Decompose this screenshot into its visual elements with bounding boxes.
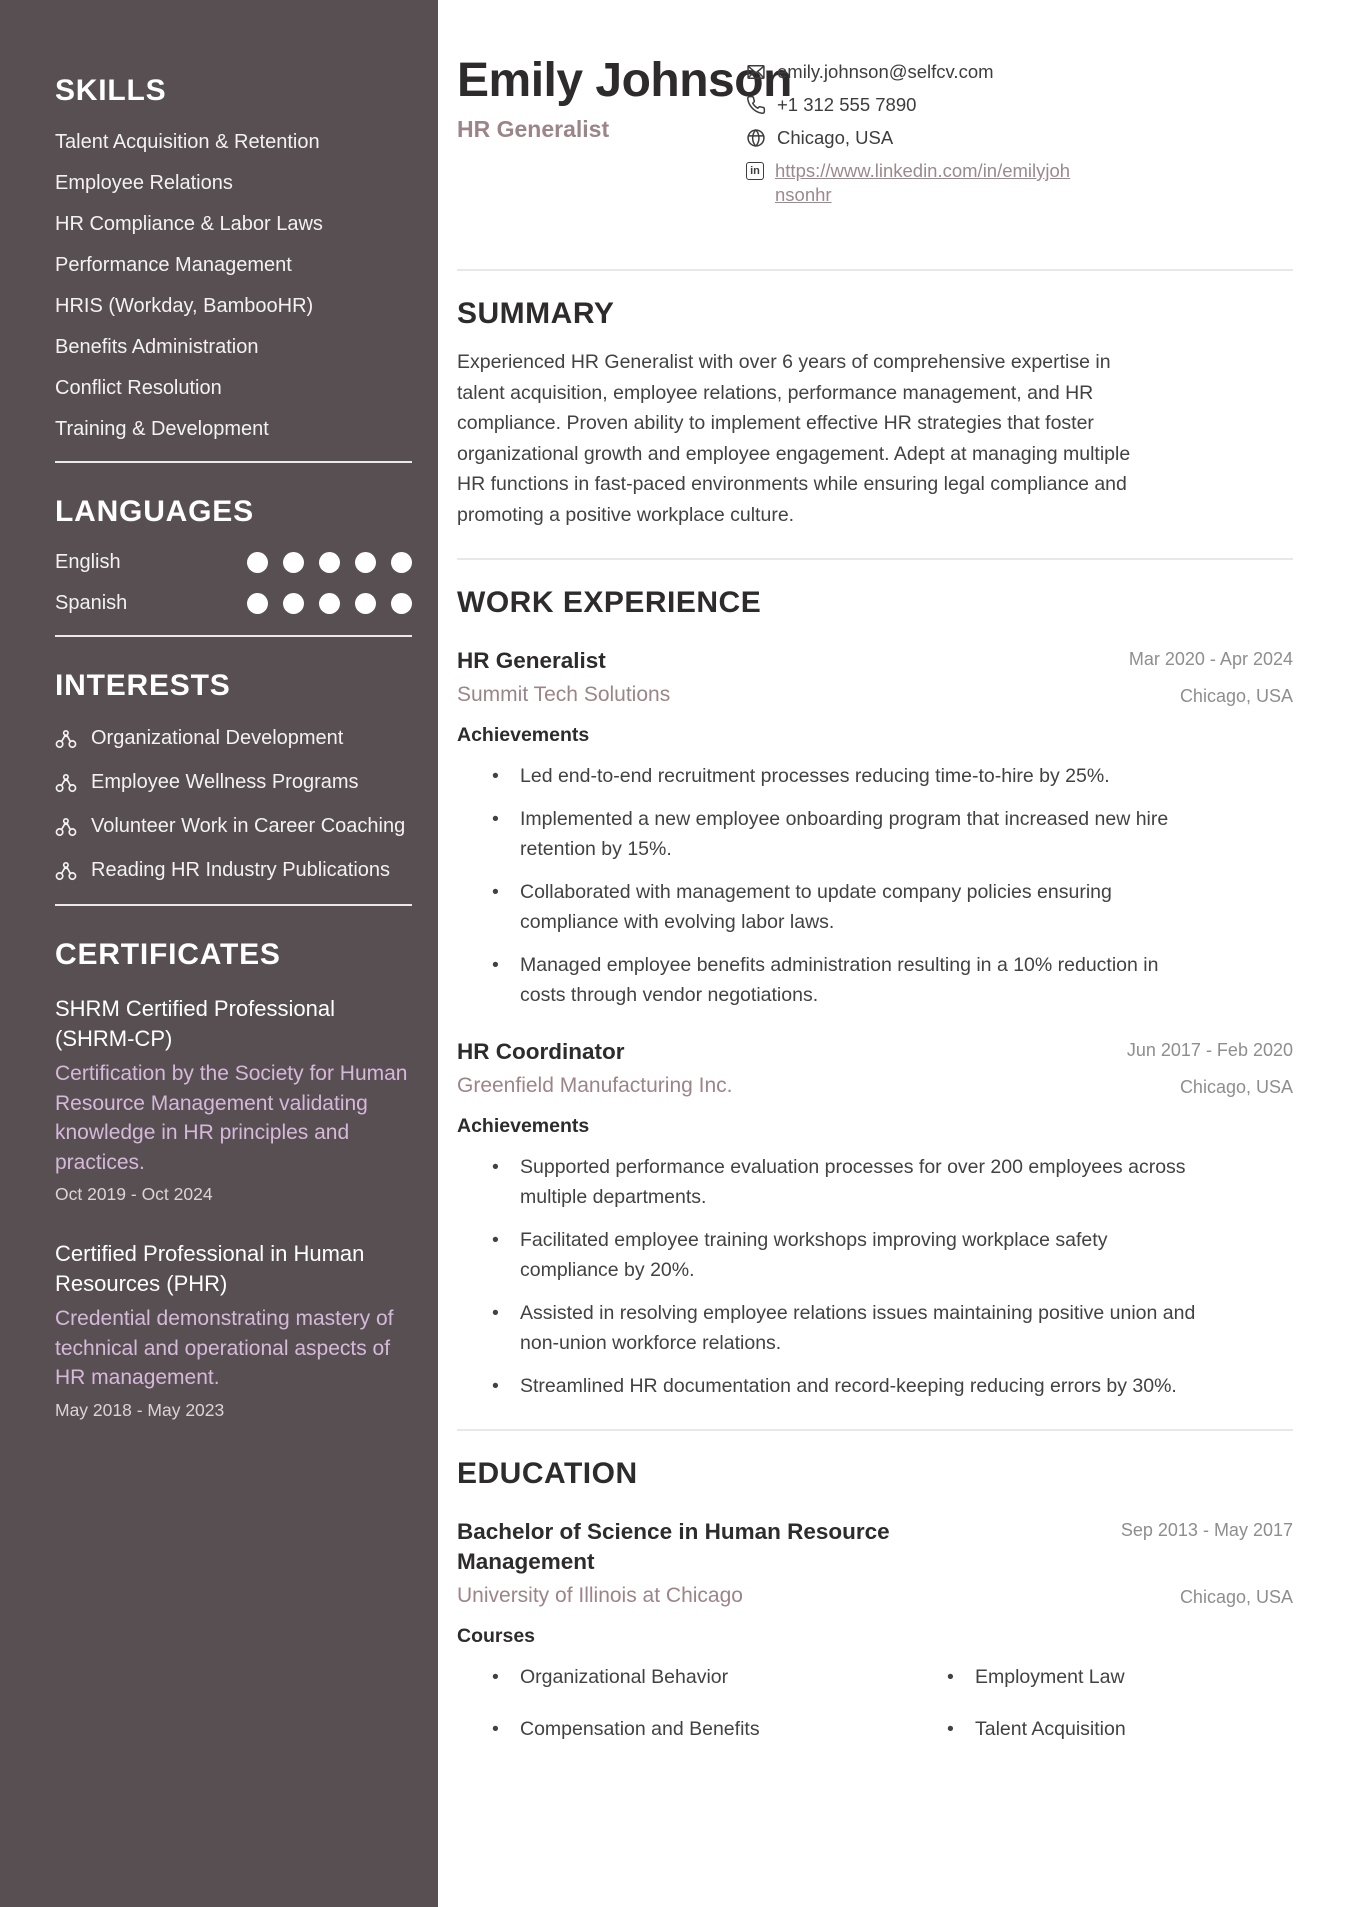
language-name: English bbox=[55, 551, 121, 573]
job-company: Greenfield Manufacturing Inc. bbox=[457, 1073, 733, 1097]
course-item: • Compensation and Benefits bbox=[490, 1714, 945, 1745]
languages-list bbox=[55, 551, 412, 615]
level-dot bbox=[391, 593, 412, 614]
level-dot bbox=[355, 593, 376, 614]
language-name: Spanish bbox=[55, 592, 128, 614]
achievements-list bbox=[490, 761, 1293, 1011]
certificate-name: Certified Professional in Human Resources (PHR) bbox=[55, 1241, 365, 1296]
contact-location-row bbox=[746, 126, 1086, 150]
interests-list bbox=[55, 725, 412, 884]
education-dates: Sep 2013 - May 2017 bbox=[1120, 1520, 1293, 1540]
certificate-description: Credential demonstrating mastery of technical and operational aspects of HR management. bbox=[55, 1307, 394, 1389]
job-entry bbox=[457, 1037, 1293, 1402]
language-row bbox=[55, 592, 412, 615]
job-entry bbox=[457, 646, 1293, 1011]
languages-section-title: LANGUAGES bbox=[55, 495, 254, 528]
level-dot bbox=[355, 552, 376, 573]
section-divider bbox=[457, 558, 1293, 560]
level-dot bbox=[283, 593, 304, 614]
certificate-item bbox=[55, 994, 412, 1205]
skill-item: HR Compliance & Labor Laws bbox=[55, 213, 323, 235]
course-item: • Employment Law bbox=[945, 1662, 1293, 1693]
degree-title: Bachelor of Science in Human Resource Management bbox=[457, 1519, 890, 1574]
jobs-list bbox=[457, 646, 1293, 1401]
summary-section-title: SUMMARY bbox=[457, 297, 615, 330]
contact-linkedin-row bbox=[746, 159, 1086, 207]
interest-label: Employee Wellness Programs bbox=[91, 771, 359, 793]
work-experience-section-title: WORK EXPERIENCE bbox=[457, 586, 762, 619]
skill-item: Performance Management bbox=[55, 254, 292, 276]
school-name: University of Illinois at Chicago bbox=[457, 1584, 743, 1607]
courses-list bbox=[490, 1662, 1293, 1744]
contact-email: emily.johnson@selfcv.com bbox=[777, 61, 994, 82]
interest-item bbox=[55, 769, 412, 796]
level-dot bbox=[247, 593, 268, 614]
hobby-bicycle-icon bbox=[55, 728, 77, 750]
achievement-item: • Supported performance evaluation processes for over 200 employees across multiple departments. bbox=[490, 1152, 1200, 1213]
level-dot bbox=[391, 552, 412, 573]
certificate-description: Certification by the Society for Human Resource Management validating knowledge in HR principles and practices. bbox=[55, 1062, 408, 1174]
job-subheader bbox=[457, 683, 1293, 707]
interest-item bbox=[55, 857, 412, 884]
sidebar bbox=[0, 0, 438, 1907]
skill-item: HRIS (Workday, BambooHR) bbox=[55, 295, 314, 317]
hobby-bicycle-icon bbox=[55, 816, 77, 838]
achievement-item: • Streamlined HR documentation and record-keeping reducing errors by 30%. bbox=[490, 1371, 1200, 1402]
education-entry bbox=[457, 1517, 1293, 1744]
section-divider bbox=[457, 1429, 1293, 1431]
envelope-icon bbox=[746, 62, 766, 82]
skill-item: Training & Development bbox=[55, 418, 269, 440]
skill-item: Benefits Administration bbox=[55, 336, 259, 358]
linkedin-icon: in bbox=[746, 162, 764, 180]
certificate-item bbox=[55, 1239, 412, 1421]
interest-item bbox=[55, 725, 412, 752]
linkedin-link[interactable]: https://www.linkedin.com/in/emilyjohnsonhr bbox=[775, 160, 1071, 205]
job-company: Summit Tech Solutions bbox=[457, 683, 671, 706]
contact-email-row bbox=[746, 60, 1086, 84]
job-dates: Jun 2017 - Feb 2020 bbox=[1126, 1039, 1293, 1060]
level-dot bbox=[247, 552, 268, 573]
skill-item: Talent Acquisition & Retention bbox=[55, 131, 320, 153]
level-dot bbox=[283, 552, 304, 573]
job-dates: Mar 2020 - Apr 2024 bbox=[1128, 649, 1293, 669]
course-item: • Organizational Behavior bbox=[490, 1662, 945, 1693]
summary-text: Experienced HR Generalist with over 6 years of comprehensive expertise in talent acquisition, employee relations, performance management, and HR compliance. Proven ability to implement effective HR strategies that foster organizational growth and employee engagement. Adept at managing multiple HR functions in fast-paced environments while ensuring legal compliance and promoting a positive workplace culture. bbox=[457, 351, 1131, 526]
interest-item bbox=[55, 813, 412, 840]
language-row bbox=[55, 551, 412, 574]
skill-item: Employee Relations bbox=[55, 172, 233, 194]
contact-block bbox=[746, 60, 1086, 216]
certificates-list bbox=[55, 994, 412, 1421]
globe-icon bbox=[746, 128, 766, 148]
sidebar-divider bbox=[55, 461, 412, 463]
language-level-dots bbox=[247, 552, 412, 573]
level-dot bbox=[319, 552, 340, 573]
achievements-label: Achievements bbox=[457, 724, 590, 746]
education-section-title: EDUCATION bbox=[457, 1457, 638, 1490]
interests-section-title: INTERESTS bbox=[55, 669, 231, 702]
certificates-section-title: CERTIFICATES bbox=[55, 938, 281, 971]
phone-icon bbox=[746, 95, 766, 115]
level-dot bbox=[319, 593, 340, 614]
certificate-dates: Oct 2019 - Oct 2024 bbox=[55, 1184, 213, 1204]
sidebar-divider bbox=[55, 635, 412, 637]
achievements-list bbox=[490, 1152, 1293, 1402]
courses-label: Courses bbox=[457, 1625, 536, 1647]
sidebar-divider bbox=[55, 904, 412, 906]
person-job-title: HR Generalist bbox=[457, 116, 610, 142]
job-location: Chicago, USA bbox=[1179, 1076, 1293, 1097]
person-name: Emily Johnson bbox=[457, 54, 792, 107]
skills-list bbox=[55, 130, 412, 441]
contact-phone: +1 312 555 7890 bbox=[777, 94, 917, 115]
interest-label: Volunteer Work in Career Coaching bbox=[91, 815, 406, 837]
achievement-item: • Managed employee benefits administration resulting in a 10% reduction in costs through vendor negotiations. bbox=[490, 950, 1200, 1011]
achievements-label: Achievements bbox=[457, 1114, 590, 1137]
job-title: HR Generalist bbox=[457, 648, 606, 673]
certificate-dates: May 2018 - May 2023 bbox=[55, 1399, 225, 1420]
education-location: Chicago, USA bbox=[1179, 1587, 1293, 1607]
hobby-bicycle-icon bbox=[55, 860, 77, 882]
contact-phone-row bbox=[746, 93, 1086, 117]
job-header bbox=[457, 1037, 1293, 1067]
achievement-item: • Led end-to-end recruitment processes reducing time-to-hire by 25%. bbox=[490, 761, 1200, 792]
language-level-dots bbox=[247, 593, 412, 614]
achievement-item: • Collaborated with management to update company policies ensuring compliance with evolving labor laws. bbox=[490, 877, 1200, 938]
contact-location: Chicago, USA bbox=[777, 127, 894, 148]
job-header bbox=[457, 646, 1293, 676]
achievement-item: • Assisted in resolving employee relations issues maintaining positive union and non-union workforce relations. bbox=[490, 1298, 1200, 1359]
course-item: • Talent Acquisition bbox=[945, 1714, 1293, 1745]
interest-label: Organizational Development bbox=[91, 727, 344, 749]
achievement-item: • Implemented a new employee onboarding program that increased new hire retention by 15%. bbox=[490, 804, 1200, 865]
hobby-bicycle-icon bbox=[55, 772, 77, 794]
skill-item: Conflict Resolution bbox=[55, 377, 222, 399]
job-location: Chicago, USA bbox=[1179, 686, 1293, 706]
skills-section-title: SKILLS bbox=[55, 74, 167, 107]
main-column bbox=[438, 0, 1350, 1744]
interest-label: Reading HR Industry Publications bbox=[91, 859, 391, 881]
resume-header bbox=[457, 56, 1293, 241]
job-subheader bbox=[457, 1074, 1293, 1098]
job-title: HR Coordinator bbox=[457, 1038, 625, 1064]
certificate-name: SHRM Certified Professional (SHRM-CP) bbox=[55, 996, 335, 1051]
section-divider bbox=[457, 269, 1293, 271]
achievement-item: • Facilitated employee training workshops improving workplace safety compliance by 20%. bbox=[490, 1225, 1200, 1286]
